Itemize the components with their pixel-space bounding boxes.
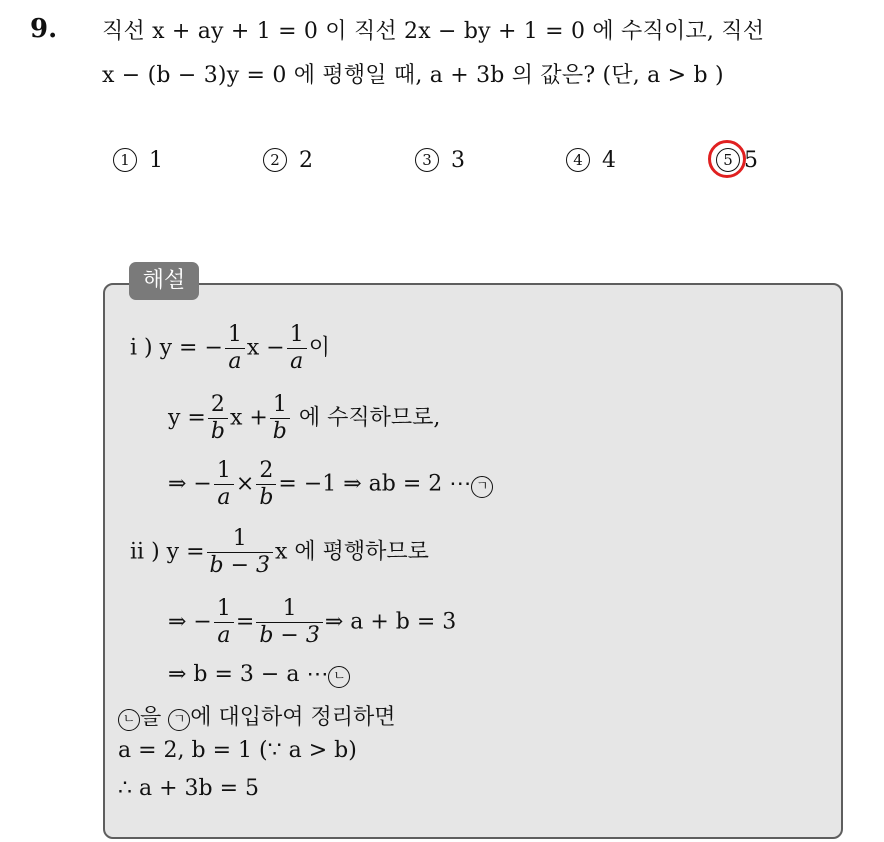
l7-suffix: 에 대입하여 정리하면: [190, 705, 396, 730]
solution-line-1: [130, 322, 330, 375]
fraction-l1-2: $\frac{1}{a}$: [287, 322, 307, 375]
l7-mid: 을: [140, 705, 169, 730]
fraction-l5-2: $\frac{1}{b - 3}$: [256, 596, 323, 649]
option-3-marker: 3: [415, 148, 439, 172]
option-1-marker: 1: [113, 148, 137, 172]
l5-prefix: ⇒ −: [168, 609, 212, 635]
solution-line-4: [130, 526, 429, 579]
option-1[interactable]: [113, 148, 163, 173]
option-3-value: 3: [451, 148, 465, 173]
l1-mid: x −: [246, 335, 285, 361]
question-text-line-2: x − (b − 3)y = 0 에 평행일 때, a + 3b 의 값은? (단, a > b ): [102, 63, 724, 88]
option-4[interactable]: [566, 148, 616, 173]
l6-text: ⇒ b = 3 − a ⋯: [168, 662, 329, 687]
option-2[interactable]: [263, 148, 313, 173]
fraction-l4: $\frac{1}{b - 3}$: [207, 526, 274, 579]
l2-prefix: y =: [168, 405, 206, 431]
fraction-l1-1: $\frac{1}{a}$: [225, 322, 245, 375]
solution-line-3: [168, 458, 493, 511]
fraction-l2-1: $\frac{2}{b}$: [208, 392, 228, 445]
l2-mid: x +: [229, 405, 268, 431]
solution-line-7: [118, 700, 396, 731]
l4-prefix: ii ) y =: [130, 539, 205, 565]
l3-suffix: = −1 ⇒ ab = 2 ⋯: [278, 471, 472, 497]
fraction-l5-1: $\frac{1}{a}$: [214, 596, 234, 649]
l1-suffix: 이: [308, 335, 330, 361]
l5-mid: =: [235, 609, 255, 635]
marker-giyeok-2: ㄱ: [168, 709, 190, 731]
marker-nieun-2: ㄴ: [118, 709, 140, 731]
option-5-value: 5: [744, 148, 758, 173]
selected-answer-circle: [708, 140, 746, 178]
question-text-line-1: 직선 x + ay + 1 = 0 이 직선 2x − by + 1 = 0 에 수직이고, 직선: [102, 19, 765, 44]
solution-line-2: [168, 392, 440, 445]
option-3[interactable]: [415, 148, 465, 173]
solution-line-5: [168, 596, 456, 649]
option-4-marker: 4: [566, 148, 590, 172]
fraction-l3-1: $\frac{1}{a}$: [214, 458, 234, 511]
question-number: 9.: [30, 14, 58, 44]
option-4-value: 4: [602, 148, 616, 173]
marker-giyeok: ㄱ: [471, 476, 493, 498]
l4-suffix: x 에 평행하므로: [275, 539, 429, 565]
solution-line-8: a = 2, b = 1 (∵ a > b): [118, 738, 357, 763]
option-5-marker: 5: [716, 148, 740, 172]
l3-mid: ×: [235, 471, 255, 497]
option-2-marker: 2: [263, 148, 287, 172]
l5-suffix: ⇒ a + b = 3: [324, 609, 457, 635]
l2-suffix: 에 수직하므로,: [291, 405, 441, 431]
option-2-value: 2: [299, 148, 313, 173]
marker-nieun: ㄴ: [328, 666, 350, 688]
solution-line-9: ∴ a + 3b = 5: [118, 776, 260, 801]
l1-prefix: i ) y = −: [130, 335, 223, 361]
l3-prefix: ⇒ −: [168, 471, 212, 497]
solution-tag: 해설: [129, 262, 199, 300]
option-1-value: 1: [149, 148, 163, 173]
fraction-l2-2: $\frac{1}{b}$: [270, 392, 290, 445]
solution-line-6: [168, 662, 350, 688]
fraction-l3-2: $\frac{2}{b}$: [256, 458, 276, 511]
